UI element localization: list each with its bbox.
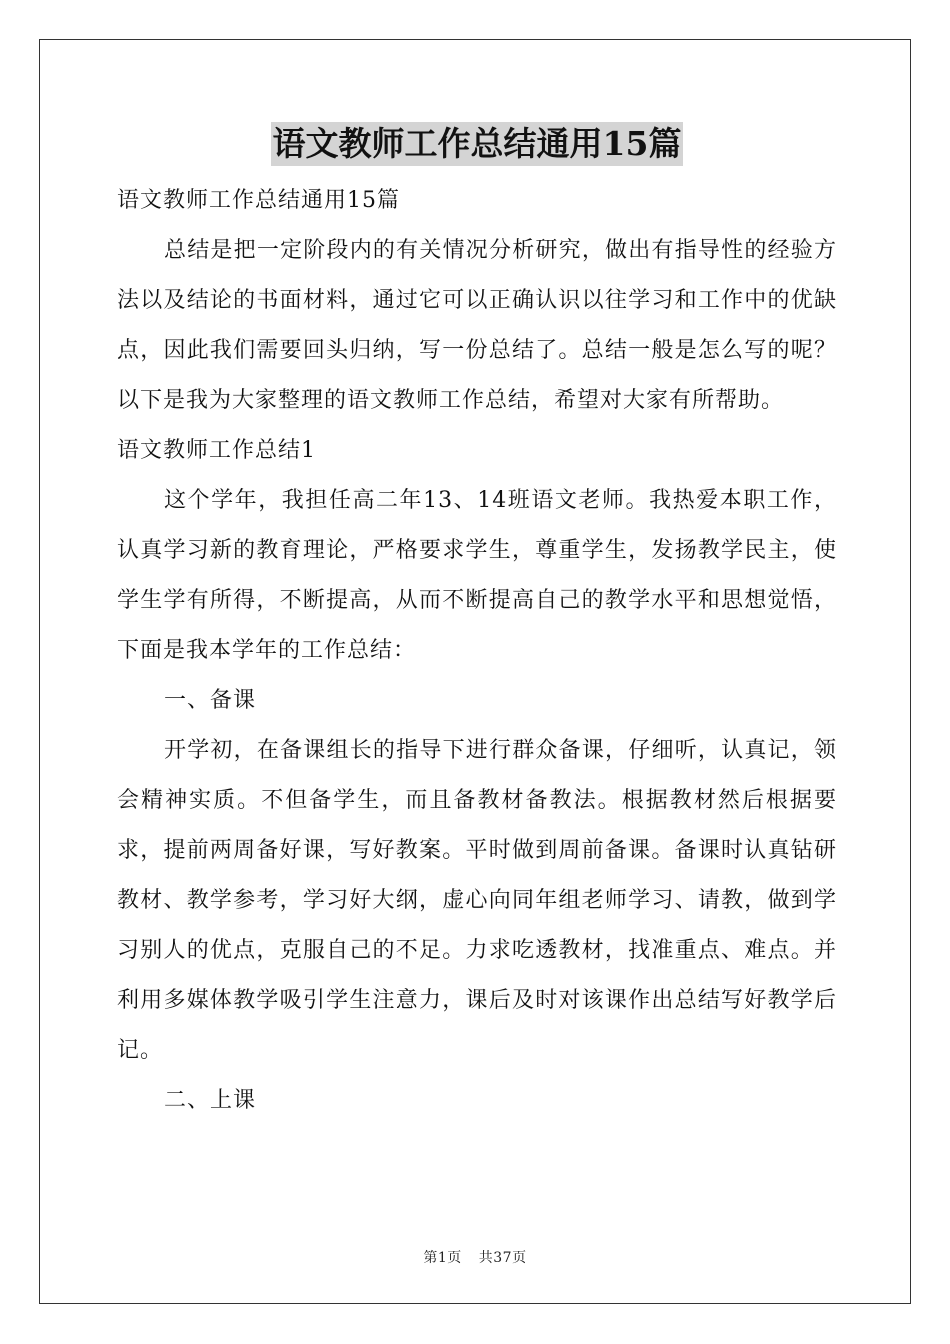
document-body: [117, 122, 837, 1126]
page-number: 第1页: [423, 1250, 462, 1266]
subsection-heading-2: 二、上课: [164, 1088, 257, 1113]
page-footer: [0, 1247, 950, 1267]
document-title: 语文教师工作总结通用15篇: [271, 122, 684, 166]
section-heading: 语文教师工作总结1: [117, 438, 316, 463]
intro-paragraph: 总结是把一定阶段内的有关情况分析研究，做出有指导性的经验方法以及结论的书面材料，通过它可以正确认识以往学习和工作中的优缺点，因此我们需要回头归纳，写一份总结了。总结一般是怎么写的呢？以下是我为大家整理的语文教师工作总结，希望对大家有所帮助。: [117, 238, 837, 413]
document-subtitle: 语文教师工作总结通用15篇: [117, 188, 400, 213]
document-title-wrap: [117, 122, 837, 168]
subsection-heading: 一、备课: [164, 688, 257, 713]
subsection-paragraph: 开学初，在备课组长的指导下进行群众备课，仔细听，认真记，领会精神实质。不但备学生，而且备教材备教法。根据教材然后根据要求，提前两周备好课，写好教案。平时做到周前备课。备课时认真钻研教材、教学参考，学习好大纲，虚心向同年组老师学习、请教，做到学习别人的优点，克服自己的不足。力求吃透教材，找准重点、难点。并利用多媒体教学吸引学生注意力，课后及时对该课作出总结写好教学后记。: [117, 738, 837, 1063]
section-paragraph: 这个学年，我担任高二年13、14班语文老师。我热爱本职工作，认真学习新的教育理论，严格要求学生，尊重学生，发扬教学民主，使学生学有所得，不断提高，从而不断提高自己的教学水平和思想觉悟，下面是我本学年的工作总结：: [117, 488, 837, 663]
page-total: 共37页: [478, 1250, 527, 1266]
